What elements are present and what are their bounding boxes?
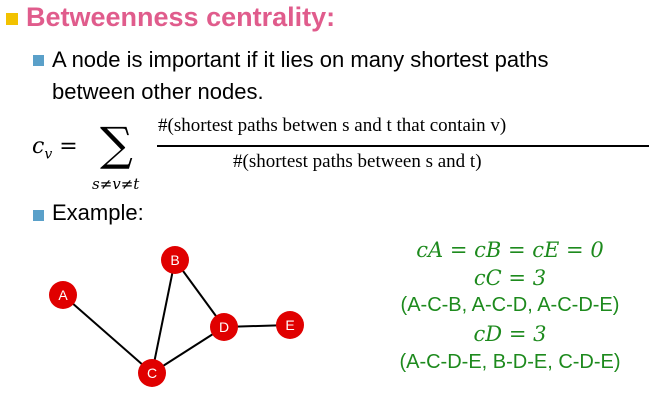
bullet-text: A node is important if it lies on many shortest paths between other nodes. xyxy=(52,47,549,104)
node-d xyxy=(210,313,238,341)
result-line-3: (A-C-B, A-C-D, A-C-D-E) xyxy=(400,294,620,316)
formula-lhs: $c_v$ = xyxy=(32,134,78,163)
result-line-2: cC = 3 xyxy=(473,266,547,290)
formula-denominator: #(shortest paths between s and t) xyxy=(233,151,482,172)
result-line-4: cD = 3 xyxy=(473,322,547,346)
result-line-1: cA = cB = cE = 0 xyxy=(416,238,604,262)
node-b xyxy=(161,246,189,274)
node-e-label: E xyxy=(285,317,295,333)
node-c-label: C xyxy=(146,365,158,381)
node-c xyxy=(138,359,166,387)
example-label: Example: xyxy=(52,200,144,225)
result-line-5: (A-C-D-E, B-D-E, C-D-E) xyxy=(399,351,621,373)
slide-heading: Betweenness centrality: xyxy=(26,2,336,32)
sum-index: s≠v≠t xyxy=(92,175,140,193)
node-a xyxy=(49,281,77,309)
node-d-label: D xyxy=(218,319,230,335)
node-e xyxy=(276,311,304,339)
node-a-label: A xyxy=(58,287,68,303)
formula-numerator: #(shortest paths betwen s and t that contain v) xyxy=(158,115,507,136)
edge-b-c xyxy=(152,260,175,373)
sigma-symbol: ∑ xyxy=(100,117,133,171)
edge-a-c xyxy=(63,295,152,373)
node-b-label: B xyxy=(170,252,180,268)
